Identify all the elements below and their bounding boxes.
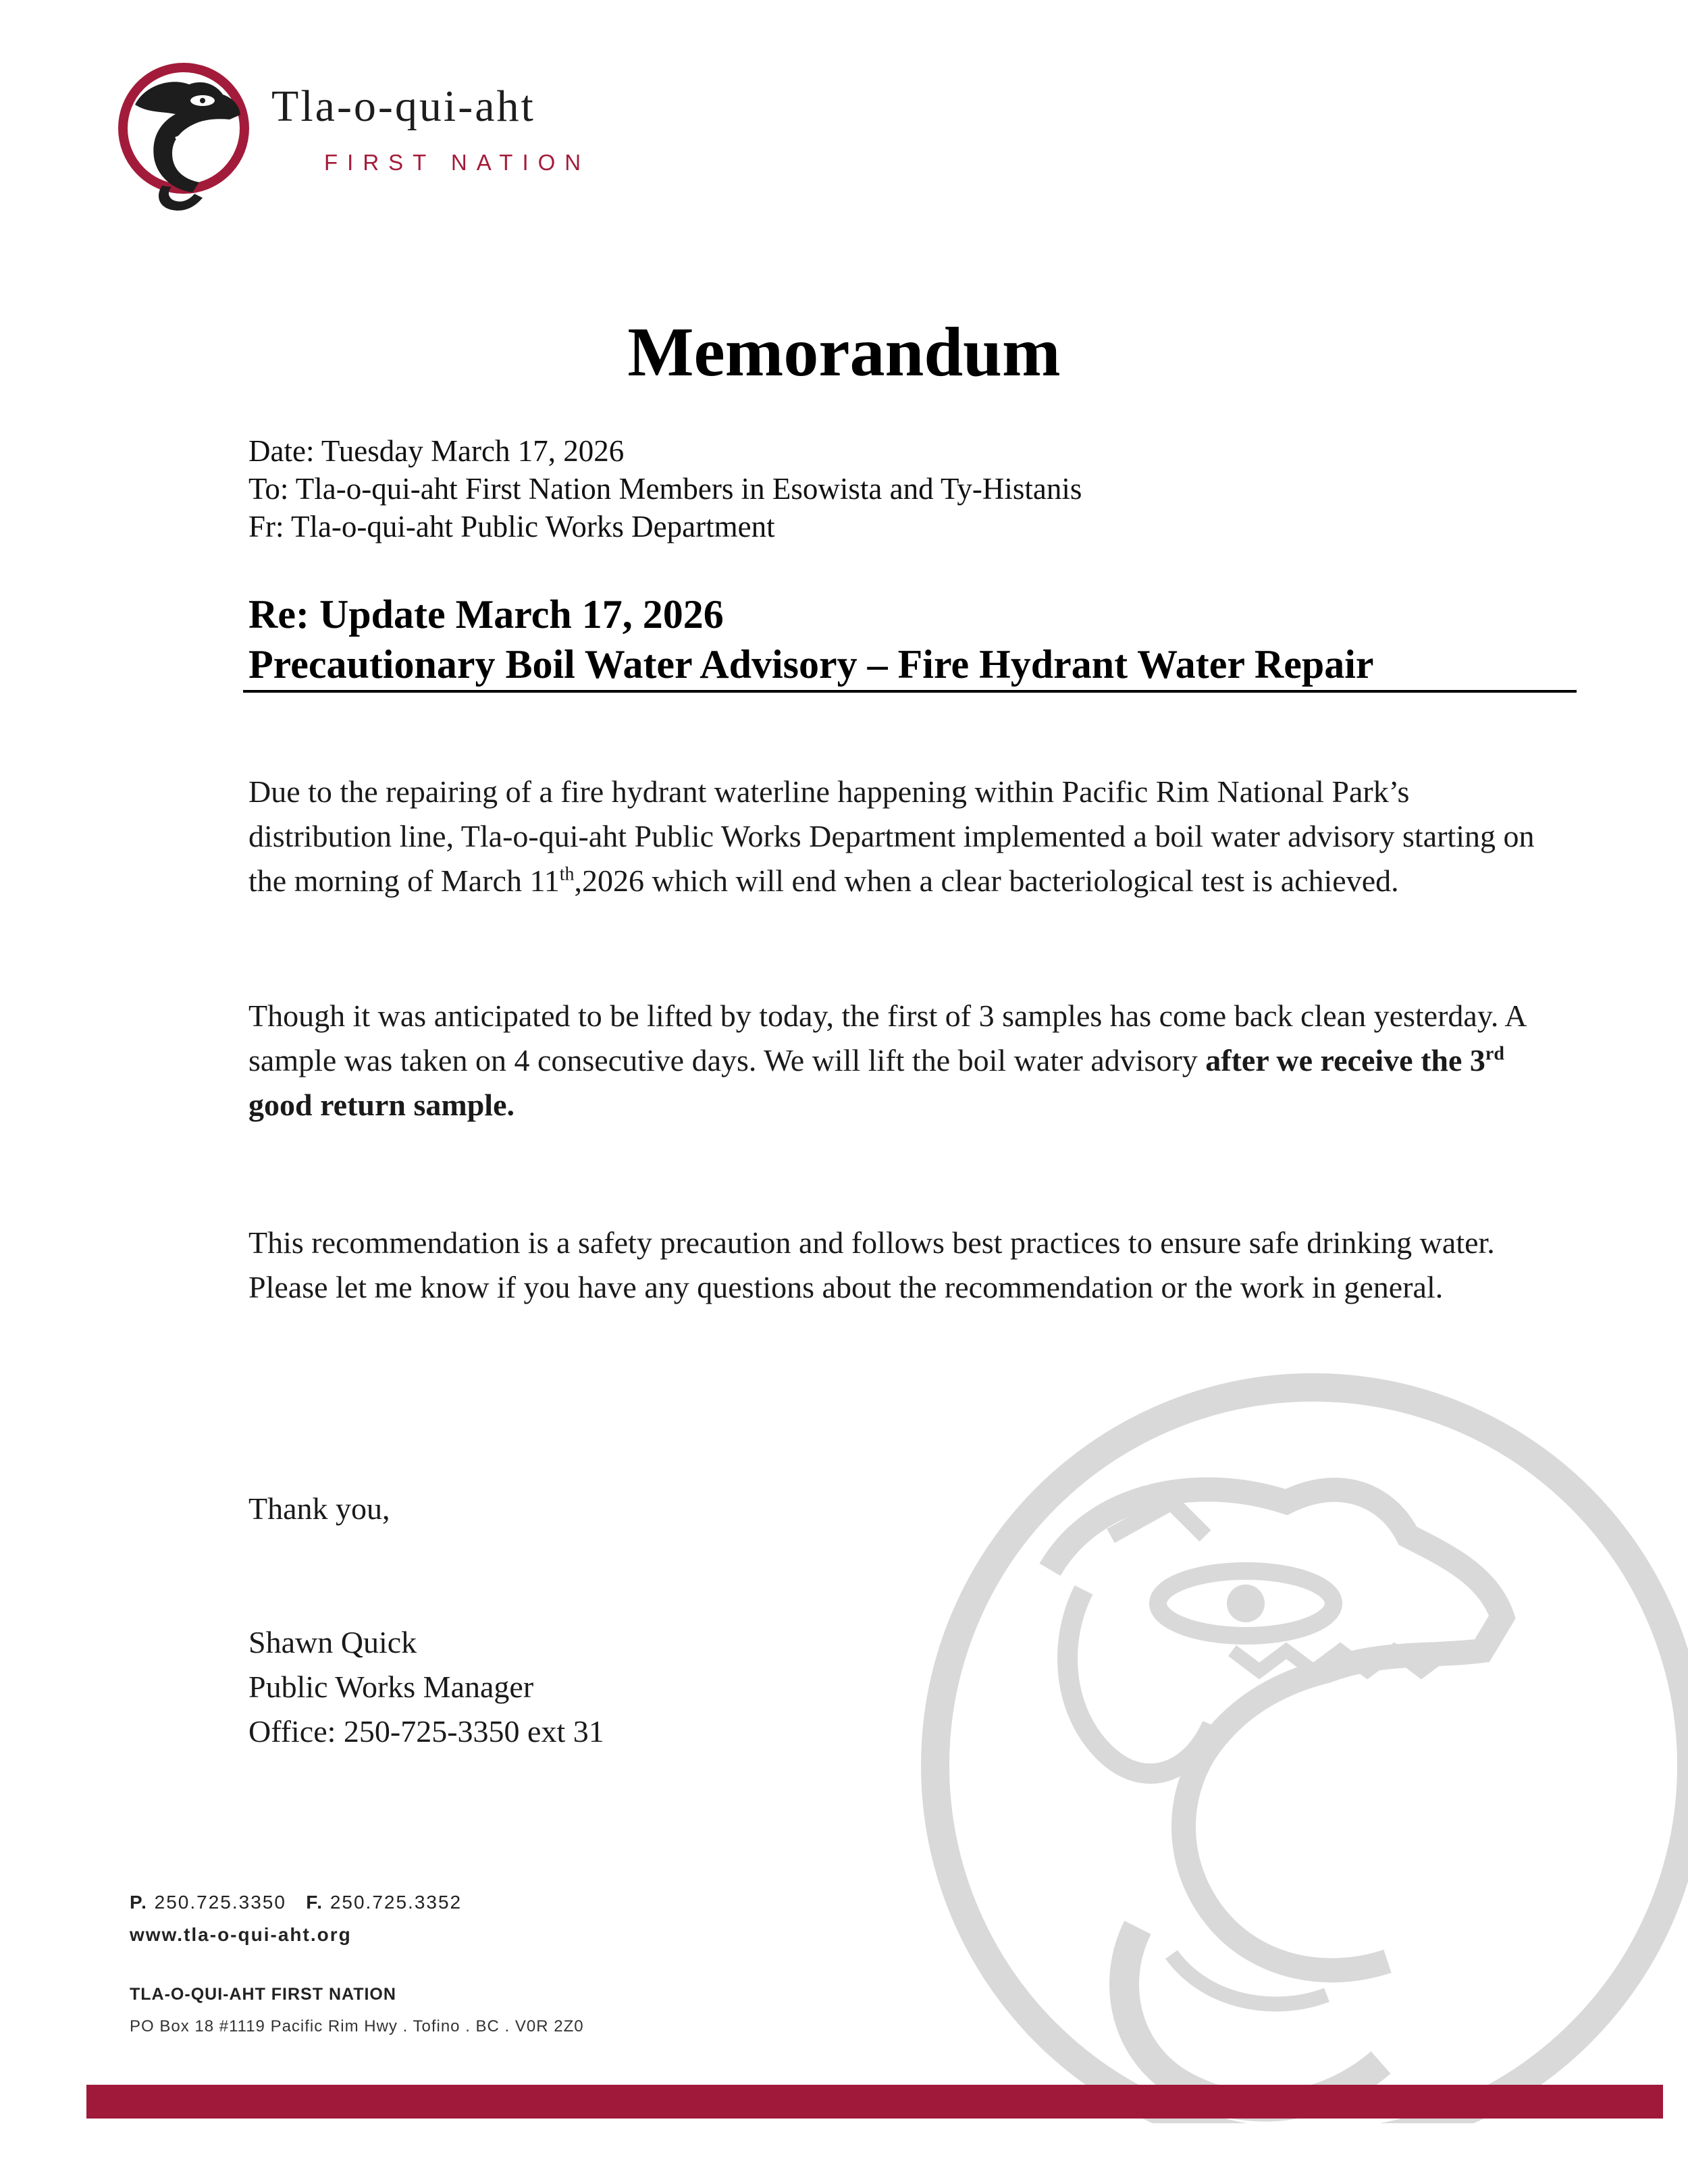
- signature-office: Office: 250-725-3350 ext 31: [248, 1714, 604, 1749]
- page-title: Memorandum: [627, 313, 1061, 391]
- footer-contact: P. 250.725.3350 F. 250.725.3352: [130, 1892, 463, 1913]
- signature-title: Public Works Manager: [248, 1670, 534, 1704]
- memo-from: Fr: Tla-o-qui-aht Public Works Department: [248, 510, 775, 543]
- signature-name: Shawn Quick: [248, 1625, 417, 1659]
- paragraph-3: This recommendation is a safety precaution and follows best practices to ensure safe drinking water. Please let me know if you have any questions about the recommendation or the work in general.: [248, 1225, 1495, 1304]
- memo-date: Date: Tuesday March 17, 2026: [248, 434, 625, 468]
- memo-to: To: Tla-o-qui-aht First Nation Members in Esowista and Ty-Histanis: [248, 472, 1082, 506]
- footer-bar: [86, 2085, 1663, 2119]
- wolf-emblem-watermark-icon: [854, 1333, 1688, 2123]
- memo-subject-line-1: Re: Update March 17, 2026: [248, 592, 724, 637]
- emphasis-text: after we receive the 3rd good return sample.: [248, 1043, 1504, 1122]
- footer-address: PO Box 18 #1119 Pacific Rim Hwy . Tofino . BC . V0R 2Z0: [130, 2017, 584, 2035]
- paragraph-1: Due to the repairing of a fire hydrant waterline happening within Pacific Rim National Park’s distribution line, Tla-o-qui-aht Public Works Department implemented a boil water advisory starting on the morning of March 11th,2026 which will end when a clear bacteriological test is achieved.: [248, 774, 1535, 898]
- paragraph-2: Though it was anticipated to be lifted by today, the first of 3 samples has come back clean yesterday. A sample was taken on 4 consecutive days. We will lift the boil water advisory after we receive the 3rd good return sample.: [248, 998, 1525, 1122]
- closing: Thank you,: [248, 1491, 390, 1526]
- wolf-emblem-icon: [108, 57, 260, 213]
- subject-divider: [243, 690, 1577, 693]
- memo-subject-line-2: Precautionary Boil Water Advisory – Fire Hydrant Water Repair: [248, 642, 1374, 687]
- brand-name: Tla-o-qui-aht: [271, 82, 535, 131]
- footer-org-name: TLA-O-QUI-AHT FIRST NATION: [130, 1985, 396, 2004]
- footer-website-link[interactable]: www.tla-o-qui-aht.org: [130, 1924, 352, 1945]
- brand-subtitle: FIRST NATION: [324, 150, 591, 175]
